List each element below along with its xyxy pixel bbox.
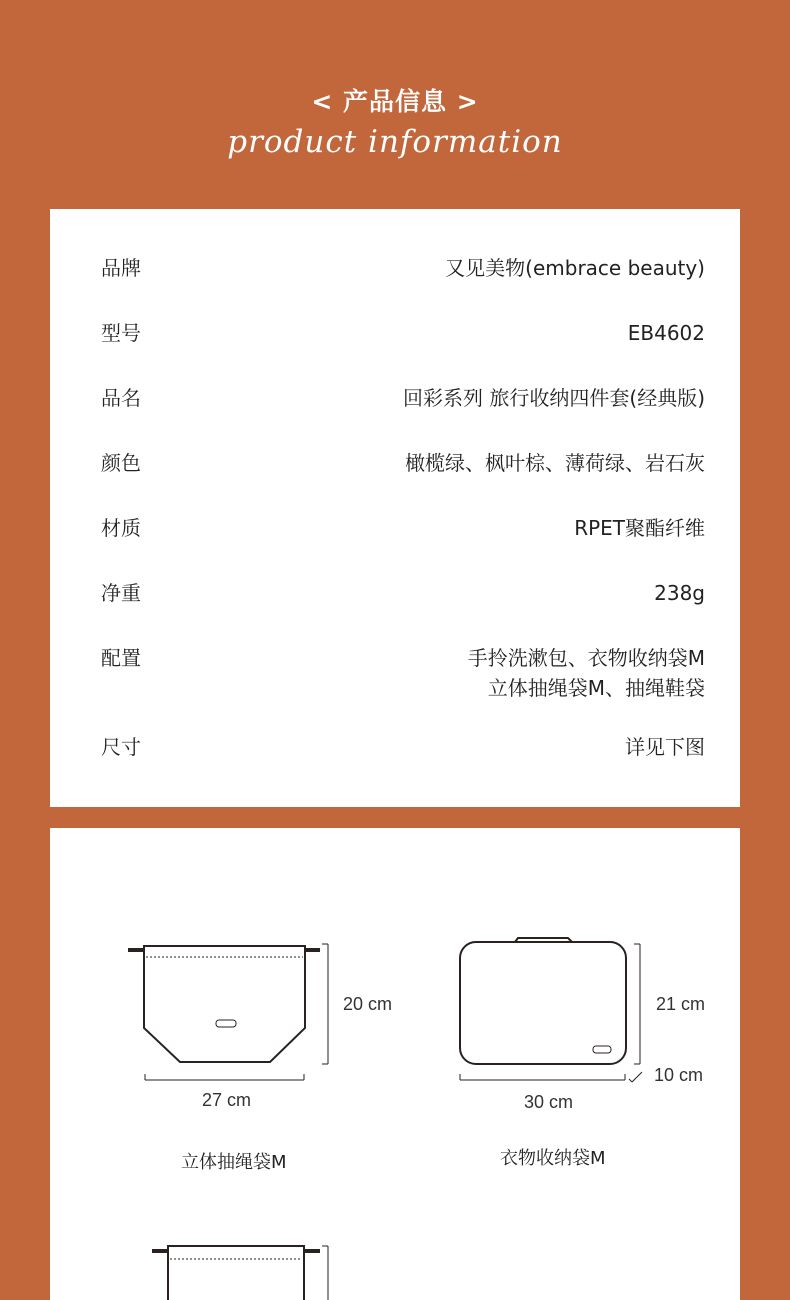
- spec-value: RPET聚酯纤维: [574, 516, 705, 540]
- spec-label: 品名: [101, 386, 141, 410]
- spec-card: [50, 209, 740, 807]
- spec-value: 238g: [654, 581, 705, 605]
- spec-label: 配置: [101, 646, 141, 670]
- spec-value: 橄榄绿、枫叶棕、薄荷绿、岩石灰: [405, 451, 705, 475]
- bag1-caption: 立体抽绳袋M: [181, 1152, 287, 1173]
- spec-label: 颜色: [101, 451, 141, 475]
- bag2-height-label: 21 cm: [656, 994, 706, 1014]
- bag2-caption: 衣物收纳袋M: [500, 1148, 606, 1169]
- spec-value: 详见下图: [625, 735, 705, 759]
- drawstring-bag-drawing: [128, 944, 328, 1080]
- spec-label: 材质: [101, 516, 141, 540]
- spec-label: 尺寸: [101, 735, 141, 759]
- spec-value-line1: 手拎洗漱包、衣物收纳袋M: [467, 646, 705, 670]
- bag1-width-label: 27 cm: [202, 1090, 252, 1110]
- spec-value: [468, 643, 705, 703]
- spec-label: 型号: [101, 321, 141, 345]
- section-title-en: product information: [227, 124, 563, 160]
- spec-value-line2: 立体抽绳袋M、抽绳鞋袋: [487, 676, 705, 700]
- spec-value: 回彩系列 旅行收纳四件套(经典版): [403, 386, 705, 410]
- shoe-bag-drawing: [152, 1246, 328, 1300]
- spec-value: EB4602: [627, 321, 705, 345]
- spec-value: 又见美物(embrace beauty): [445, 256, 705, 280]
- dimension-card: [50, 828, 740, 1300]
- bag2-depth-label: 10 cm: [654, 1065, 704, 1085]
- spec-label: 净重: [101, 581, 141, 605]
- organizer-bag-drawing: [460, 938, 642, 1082]
- bag1-height-label: 20 cm: [343, 994, 393, 1014]
- spec-label: 品牌: [101, 256, 141, 280]
- bag2-width-label: 30 cm: [524, 1092, 574, 1112]
- section-title-cn: < 产品信息 >: [311, 87, 479, 116]
- dimension-drawings: [50, 828, 740, 1300]
